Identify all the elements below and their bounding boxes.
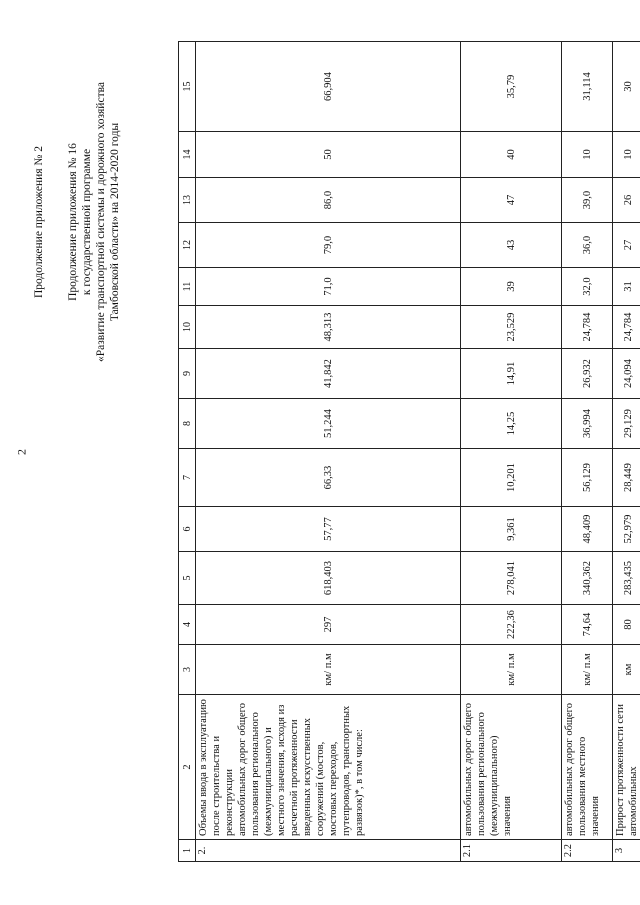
- table-cell: 40: [461, 132, 562, 178]
- table-row: [461, 42, 562, 862]
- table-cell: 52,979: [613, 507, 640, 552]
- table-cell: 24,094: [613, 349, 640, 399]
- table-cell: 43: [461, 223, 562, 268]
- table-cell: 26,932: [562, 349, 613, 399]
- table-cell: 66,33: [196, 449, 461, 507]
- table-cell: 30: [613, 42, 640, 132]
- table-cell: 32,0: [562, 268, 613, 306]
- column-header: 1: [179, 840, 196, 862]
- column-header: 6: [179, 507, 196, 552]
- table-cell: 9,361: [461, 507, 562, 552]
- column-header: 2: [179, 695, 196, 840]
- table-cell: 39: [461, 268, 562, 306]
- table-cell: 28,449: [613, 449, 640, 507]
- table-cell: 14,91: [461, 349, 562, 399]
- table-cell: 340,362: [562, 552, 613, 605]
- table-cell: 41,842: [196, 349, 461, 399]
- row-number: 2.: [196, 840, 461, 862]
- table-cell: 222,36: [461, 605, 562, 645]
- table-cell: 48,313: [196, 306, 461, 349]
- continuation-line-2: к государственной программе: [81, 148, 93, 296]
- table-cell: 31,114: [562, 42, 613, 132]
- table-cell: 26: [613, 178, 640, 223]
- table-cell: 35,79: [461, 42, 562, 132]
- column-header: 14: [179, 132, 196, 178]
- table-cell: 10,201: [461, 449, 562, 507]
- table-cell: 74,64: [562, 605, 613, 645]
- table-cell: 71,0: [196, 268, 461, 306]
- table-cell: 27: [613, 223, 640, 268]
- table-cell: 278,041: [461, 552, 562, 605]
- column-header: 12: [179, 223, 196, 268]
- table-header-row: [179, 42, 196, 862]
- page-number: 2: [14, 449, 29, 455]
- table-cell: 56,129: [562, 449, 613, 507]
- table-cell: 31: [613, 268, 640, 306]
- row-number: 3: [613, 840, 640, 862]
- table-cell: 14,25: [461, 399, 562, 449]
- table-cell: 283,435: [613, 552, 640, 605]
- continuation-line-3: «Развитие транспортной системы и дорожного хозяйства: [95, 82, 107, 362]
- table-row: [562, 42, 613, 862]
- table-cell: 24,784: [613, 306, 640, 349]
- table-cell: 10: [613, 132, 640, 178]
- row-name: Объемы ввода в эксплуатацию после строительства и реконструкции автомобильных дорог общего пользования регионального (межмуниципального) и местного значения, исходя из расчетной протяженности введенных искусственных сооружений (мостов, мостовых переходов, путепроводов, транспортных развязок)*, в том числе:: [196, 695, 461, 840]
- column-header: 15: [179, 42, 196, 132]
- table-cell: 86,0: [196, 178, 461, 223]
- table-row: [196, 42, 461, 862]
- column-header: 9: [179, 349, 196, 399]
- row-unit: км: [613, 645, 640, 695]
- table-cell: 24,784: [562, 306, 613, 349]
- column-header: 5: [179, 552, 196, 605]
- column-header: 11: [179, 268, 196, 306]
- continuation-line-4: Тамбовской области» на 2014-2020 годы: [109, 122, 121, 322]
- row-unit: км/ п.м: [562, 645, 613, 695]
- table-cell: 23,529: [461, 306, 562, 349]
- table-row: [613, 42, 640, 862]
- column-header: 13: [179, 178, 196, 223]
- table-cell: 36,994: [562, 399, 613, 449]
- table-cell: 57,77: [196, 507, 461, 552]
- column-header: 8: [179, 399, 196, 449]
- column-header: 4: [179, 605, 196, 645]
- column-header: 10: [179, 306, 196, 349]
- row-name: автомобильных дорог общего пользования регионального (межмуниципального) значения: [461, 695, 562, 840]
- table-cell: 47: [461, 178, 562, 223]
- table-cell: 80: [613, 605, 640, 645]
- document-header: [20, 42, 130, 862]
- table-cell: 36,0: [562, 223, 613, 268]
- continuation-appendix-title: Продолжение приложения № 2: [33, 145, 45, 299]
- column-header: 7: [179, 449, 196, 507]
- table-cell: 29,129: [613, 399, 640, 449]
- row-unit: км/ п.м: [461, 645, 562, 695]
- table-cell: 48,409: [562, 507, 613, 552]
- row-name: Прирост протяженности сети автомобильных: [613, 695, 640, 840]
- table-cell: 51,244: [196, 399, 461, 449]
- table-cell: 297: [196, 605, 461, 645]
- table-cell: 618,403: [196, 552, 461, 605]
- continuation-line-1: Продолжение приложения № 16: [67, 143, 79, 301]
- row-number: 2.1: [461, 840, 562, 862]
- row-number: 2.2: [562, 840, 613, 862]
- table-cell: 39,0: [562, 178, 613, 223]
- row-unit: км/ п.м: [196, 645, 461, 695]
- header-right-block: [32, 57, 122, 387]
- table-cell: 66,904: [196, 42, 461, 132]
- table-cell: 10: [562, 132, 613, 178]
- row-name: автомобильных дорог общего пользования местного значения: [562, 695, 613, 840]
- table-cell: 50: [196, 132, 461, 178]
- table-cell: 79,0: [196, 223, 461, 268]
- rotated-page-content: [20, 42, 639, 862]
- indicators-table: [178, 41, 640, 862]
- column-header: 3: [179, 645, 196, 695]
